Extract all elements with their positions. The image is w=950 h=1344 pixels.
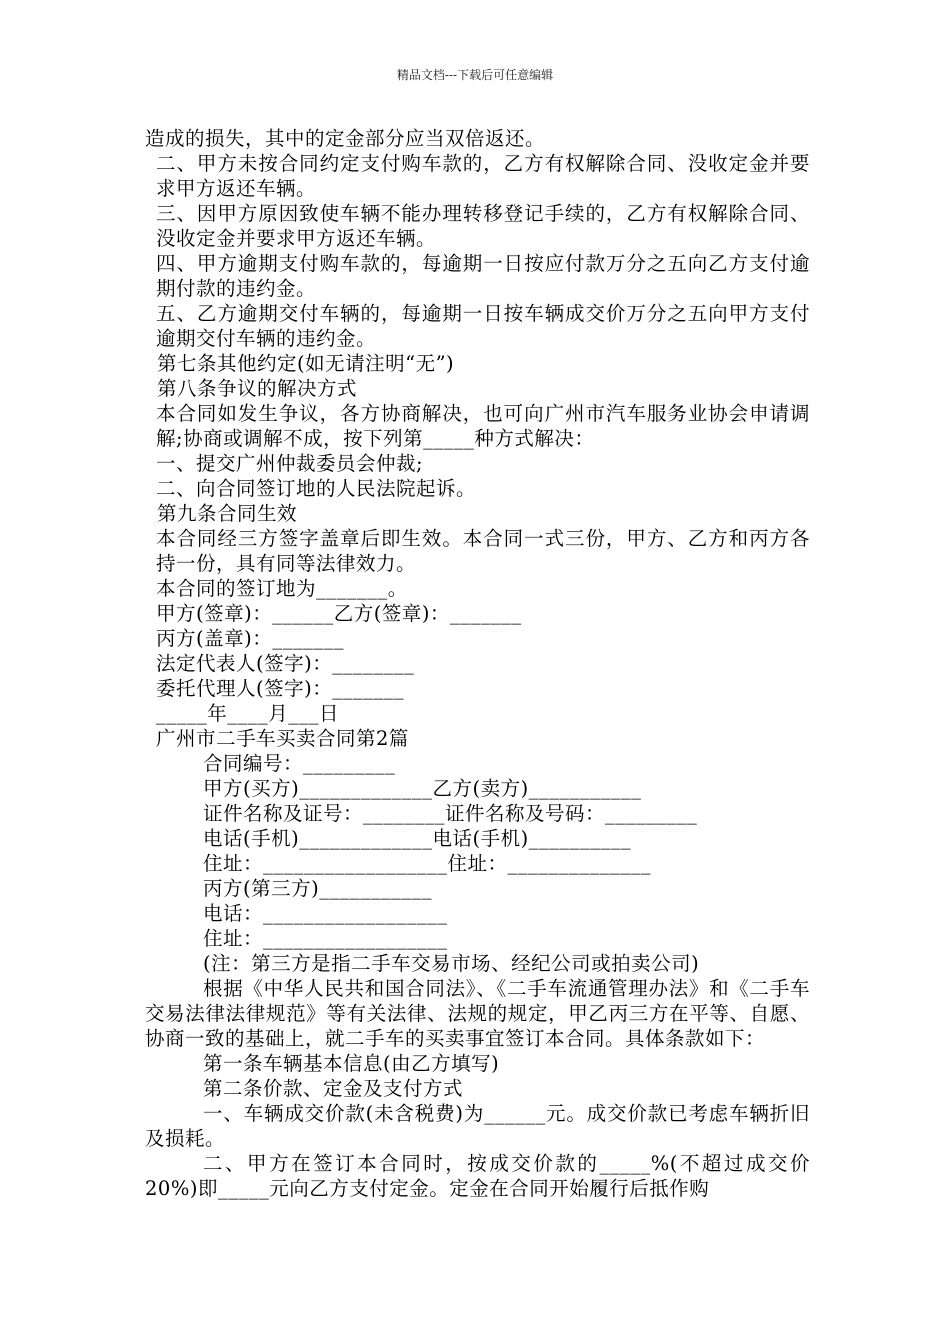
paragraph: 本合同如发生争议，各方协商解决，也可向广州市汽车服务业协会申请调解;协商或调解不成，按下列第_____种方式解决： <box>156 402 810 450</box>
document-body <box>145 126 810 1201</box>
paragraph: 一、车辆成交价款(未含税费)为______元。成交价款已考虑车辆折旧及损耗。 <box>145 1102 810 1150</box>
form-field: 电话(手机)_____________电话(手机)__________ <box>203 827 632 850</box>
section-heading: 第七条其他约定(如无请注明“无”) <box>157 352 455 375</box>
page-header: 精品文档---下载后可任意编辑 <box>396 68 554 82</box>
form-field: 住址：__________________住址：______________ <box>203 852 652 875</box>
signature-line: 法定代表人(签字)：________ <box>156 652 415 675</box>
section-heading: 第二条价款、定金及支付方式 <box>203 1077 464 1100</box>
form-field: 丙方(第三方)___________ <box>203 877 432 900</box>
signing-place: 本合同的签订地为_______。 <box>156 577 408 600</box>
note: (注：第三方是指二手车交易市场、经纪公司或拍卖公司) <box>203 952 700 975</box>
section-heading: 第九条合同生效 <box>157 502 298 525</box>
paragraph: 造成的损失，其中的定金部分应当双倍返还。 <box>145 127 546 150</box>
form-field: 证件名称及证号：________证件名称及号码：_________ <box>203 802 698 825</box>
paragraph: 四、甲方逾期支付购车款的，每逾期一日按应付款万分之五向乙方支付逾期付款的违约金。 <box>156 252 810 300</box>
paragraph: 二、甲方在签订本合同时，按成交价款的_____%(不超过成交价20%)即_____元向乙方支付定金。定金在合同开始履行后抵作购 <box>145 1152 810 1200</box>
section-heading: 第八条争议的解决方式 <box>157 377 358 400</box>
paragraph: 五、乙方逾期交付车辆的，每逾期一日按车辆成交价万分之五向甲方支付逾期交付车辆的违约金。 <box>156 302 810 350</box>
signature-line: 甲方(签章)：______乙方(签章)：_______ <box>156 602 522 625</box>
form-field: 住址：__________________ <box>203 927 448 950</box>
paragraph: 三、因甲方原因致使车辆不能办理转移登记手续的，乙方有权解除合同、没收定金并要求甲方返还车辆。 <box>156 202 810 250</box>
signature-line: 丙方(盖章)：_______ <box>156 627 344 650</box>
paragraph: 二、向合同签订地的人民法院起诉。 <box>156 477 477 500</box>
document-title: 广州市二手车买卖合同第2篇 <box>156 727 409 750</box>
paragraph: 根据《中华人民共和国合同法》、《二手车流通管理办法》和《二手车交易法律法律规范》等有关法律、法规的规定，甲乙丙三方在平等、自愿、协商一致的基础上，就二手车的买卖事宜签订本合同。具体条款如下： <box>145 977 810 1050</box>
paragraph: 一、提交广州仲裁委员会仲裁; <box>156 452 424 475</box>
form-field: 甲方(买方)_____________乙方(卖方)___________ <box>203 777 642 800</box>
form-field: 合同编号：_________ <box>203 752 396 775</box>
signature-line: 委托代理人(签字)：_______ <box>156 677 404 700</box>
section-heading: 第一条车辆基本信息(由乙方填写) <box>203 1052 500 1075</box>
form-field: 电话：__________________ <box>203 902 448 925</box>
paragraph: 二、甲方未按合同约定支付购车款的，乙方有权解除合同、没收定金并要求甲方返还车辆。 <box>156 152 810 200</box>
paragraph: 本合同经三方签字盖章后即生效。本合同一式三份，甲方、乙方和丙方各持一份，具有同等法律效力。 <box>156 527 810 575</box>
date-line: _____年____月___日 <box>156 702 340 725</box>
